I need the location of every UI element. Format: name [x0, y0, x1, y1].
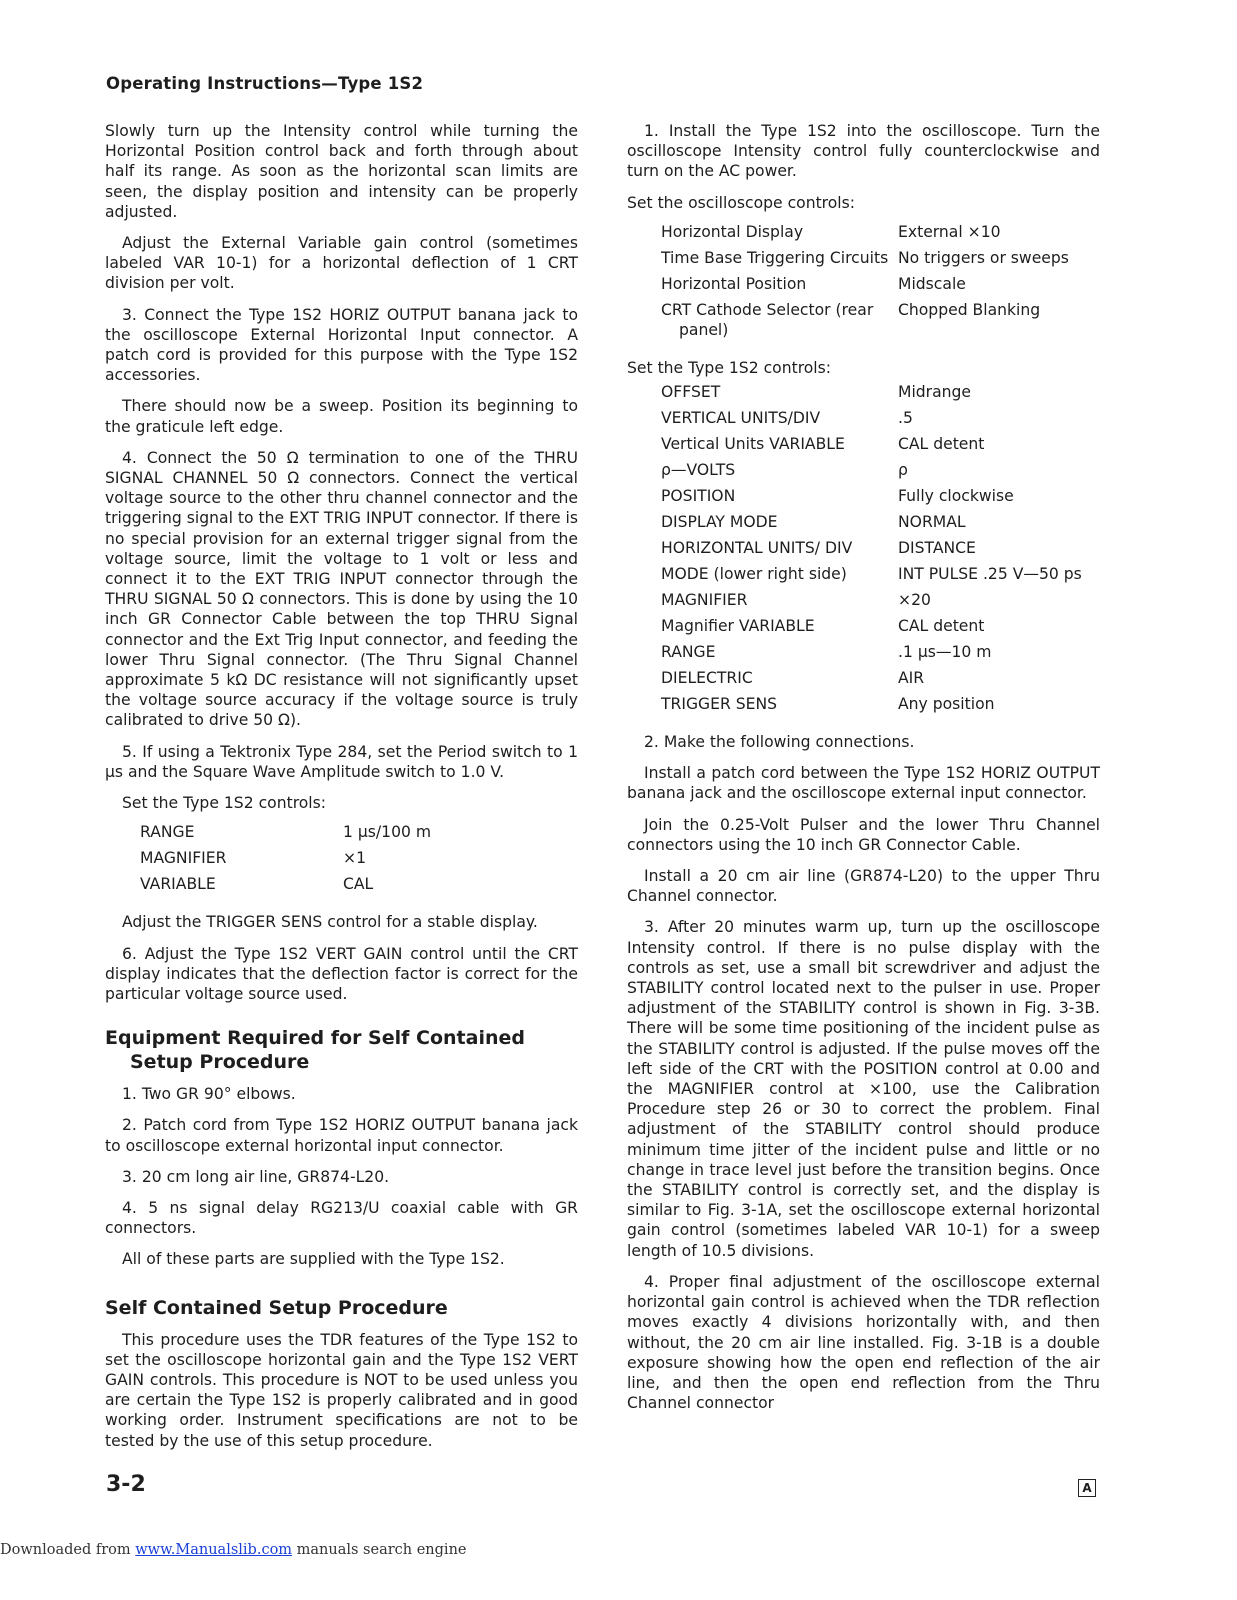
- paragraph: 3. After 20 minutes warm up, turn up the oscilloscope Intensity control. If there is no pulse display with the controls as set, use a small bit screwdriver and adjust the STABILITY control located next to the pulser in use. Proper adjustment of the STABILITY control is shown in Fig. 3-3B. There will be some time positioning of the incident pulse as the STABILITY control is adjusted. If the pulse moves off the left side of the CRT with the POSITION control at 0.00 and the MAGNIFIER control at ×100, use the Calibration Procedure step 26 or 30 to correct the problem. Final adjustment of the STABILITY control should produce minimum time jitter of the incident pulse and little or no change in trace level just before the transition begins. Once the STABILITY control is correctly set, and the display is similar to Fig. 3-1A, set the oscilloscope external horizontal gain control (sometimes labeled VAR 10-1) for a sweep length of 10.5 divisions.: [627, 918, 1100, 1260]
- page-number: 3-2: [106, 1472, 146, 1497]
- control-name: MAGNIFIER: [661, 591, 748, 610]
- control-value: ×20: [898, 591, 931, 610]
- control-name: POSITION: [661, 487, 736, 506]
- controls-label: Set the Type 1S2 controls:: [122, 794, 327, 813]
- section-heading: Self Contained Setup Procedure: [105, 1296, 448, 1319]
- table-row: [627, 590, 1082, 616]
- paragraph: 4. Connect the 50 Ω termination to one of the THRU SIGNAL CHANNEL 50 Ω connectors. Connect the vertical voltage source to the other thru channel connector and the triggering signal to the EXT TRIG INPUT connector. If there is no special provision for an external trigger signal from the voltage source, limit the voltage to 1 volt or less and connect it to the EXT TRIG INPUT connector through the THRU SIGNAL 50 Ω connectors. This is done by using the 10 inch GR Connector Cable between the top THRU Signal connector and the Ext Trig Input connector, and feeding the lower Thru Signal connector. (The Thru Signal Channel approximate 5 kΩ DC resistance will not significantly upset the voltage source accuracy if the voltage source is truly calibrated to drive 50 Ω).: [105, 448, 578, 730]
- paragraph: All of these parts are supplied with the Type 1S2.: [122, 1250, 505, 1269]
- list-item: 3. 20 cm long air line, GR874-L20.: [122, 1167, 390, 1186]
- control-value: Chopped Blanking: [898, 300, 1041, 319]
- control-value: INT PULSE .25 V—50 ps: [898, 565, 1082, 584]
- control-name: MAGNIFIER: [140, 849, 227, 868]
- manualslib-link[interactable]: www.Manualslib.com: [135, 1542, 293, 1558]
- control-value: DISTANCE: [898, 539, 976, 558]
- control-value: External ×10: [898, 222, 1001, 241]
- control-name: CRT Cathode Selector (rear panel): [661, 300, 874, 339]
- control-value: NORMAL: [898, 513, 966, 532]
- paragraph: 5. If using a Tektronix Type 284, set the Period switch to 1 μs and the Square Wave Amplitude switch to 1.0 V.: [105, 742, 578, 781]
- scope-controls-table: [627, 222, 1069, 346]
- paragraph: Adjust the TRIGGER SENS control for a stable display.: [122, 913, 538, 932]
- paragraph: Slowly turn up the Intensity control while turning the Horizontal Position control back and forth through about half its range. As soon as the horizontal scan limits are seen, the display position and intensity can be properly adjusted.: [105, 122, 578, 221]
- paragraph: Install a 20 cm air line (GR874-L20) to the upper Thru Channel connector.: [627, 867, 1100, 906]
- list-item: 2. Patch cord from Type 1S2 HORIZ OUTPUT banana jack to oscilloscope external horizontal input connector.: [105, 1116, 578, 1155]
- control-value: CAL detent: [898, 435, 985, 454]
- control-name: Vertical Units VARIABLE: [661, 435, 845, 454]
- section-heading: Equipment Required for Self Contained Setup Procedure: [105, 1027, 525, 1074]
- control-value: Midscale: [898, 274, 966, 293]
- paragraph: 3. Connect the Type 1S2 HORIZ OUTPUT banana jack to the oscilloscope External Horizontal Input connector. A patch cord is provided for this purpose with the Type 1S2 accessories.: [105, 305, 578, 385]
- table-row: [627, 300, 1069, 346]
- control-name: VARIABLE: [140, 875, 216, 894]
- table-row: [627, 642, 1082, 668]
- control-name: Time Base Triggering Circuits: [661, 248, 889, 267]
- table-row: [627, 382, 1082, 408]
- paragraph: 4. Proper final adjustment of the oscilloscope external horizontal gain control is achieved when the TDR reflection moves exactly 4 divisions horizontally with, and then without, the 20 cm air line installed. Fig. 3-1B is a double exposure showing how the open end reflection of the air line, and then the open end reflection from the Thru Channel connector: [627, 1272, 1100, 1413]
- left-column: [105, 121, 578, 1462]
- control-value: CAL detent: [898, 617, 985, 636]
- controls-label: Set the Type 1S2 controls:: [627, 358, 832, 377]
- paragraph: There should now be a sweep. Position its beginning to the graticule left edge.: [105, 397, 578, 436]
- control-value: ρ: [898, 461, 908, 480]
- control-value: ×1: [343, 849, 366, 868]
- paragraph: This procedure uses the TDR features of the Type 1S2 to set the oscilloscope horizontal gain and the Type 1S2 VERT GAIN controls. This procedure is NOT to be used unless you are certain the Type 1S2 is properly calibrated and in good working order. Instrument specifications are not to be tested by the use of this setup procedure.: [105, 1330, 578, 1450]
- control-value: AIR: [898, 669, 925, 688]
- control-name: Horizontal Display: [661, 222, 804, 241]
- control-value: 1 μs/100 m: [343, 823, 432, 842]
- download-note: [0, 1542, 467, 1558]
- control-value: Any position: [898, 695, 995, 714]
- list-item: 4. 5 ns signal delay RG213/U coaxial cable with GR connectors.: [105, 1198, 578, 1238]
- controls-table: [105, 822, 431, 900]
- table-row: [627, 486, 1082, 512]
- table-row: [627, 434, 1082, 460]
- control-value: No triggers or sweeps: [898, 248, 1069, 267]
- right-column: [627, 121, 1100, 1424]
- controls-label: Set the oscilloscope controls:: [627, 193, 856, 212]
- control-name: RANGE: [140, 823, 195, 842]
- control-value: CAL: [343, 875, 374, 894]
- paragraph: Adjust the External Variable gain control (sometimes labeled VAR 10-1) for a horizontal deflection of 1 CRT division per volt.: [105, 234, 578, 293]
- download-suffix: manuals search engine: [292, 1542, 467, 1558]
- control-name: Magnifier VARIABLE: [661, 617, 815, 636]
- table-row: [627, 512, 1082, 538]
- table-row: [627, 460, 1082, 486]
- control-name: TRIGGER SENS: [661, 695, 778, 714]
- table-row: [627, 222, 1069, 248]
- control-value: Fully clockwise: [898, 487, 1014, 506]
- paragraph: 1. Install the Type 1S2 into the oscilloscope. Turn the oscilloscope Intensity control fully counterclockwise and turn on the AC power.: [627, 122, 1100, 181]
- table-row: [627, 668, 1082, 694]
- control-value: .5: [898, 409, 913, 428]
- table-row: [627, 564, 1082, 590]
- running-head: Operating Instructions—Type 1S2: [106, 74, 424, 93]
- table-row: [627, 538, 1082, 564]
- paragraph: Join the 0.25-Volt Pulser and the lower Thru Channel connectors using the 10 inch GR Connector Cable.: [627, 815, 1100, 854]
- control-name: MODE (lower right side): [661, 565, 847, 584]
- paragraph: 2. Make the following connections.: [644, 733, 915, 752]
- control-name: RANGE: [661, 643, 716, 662]
- revision-mark: A: [1078, 1479, 1096, 1497]
- type-controls-table: [627, 382, 1082, 720]
- paragraph: Install a patch cord between the Type 1S2 HORIZ OUTPUT banana jack and the oscilloscope external input connector.: [627, 764, 1100, 803]
- paragraph: 6. Adjust the Type 1S2 VERT GAIN control until the CRT display indicates that the deflection factor is correct for the particular voltage source used.: [105, 944, 578, 1003]
- table-row: [627, 694, 1082, 720]
- table-row: [105, 848, 431, 874]
- table-row: [627, 408, 1082, 434]
- control-name: VERTICAL UNITS/DIV: [661, 409, 821, 428]
- download-prefix: Downloaded from: [0, 1542, 136, 1558]
- control-name: OFFSET: [661, 383, 721, 402]
- table-row: [105, 822, 431, 848]
- control-name: Horizontal Position: [661, 274, 807, 293]
- table-row: [627, 274, 1069, 300]
- table-row: [105, 874, 431, 900]
- control-value: .1 μs—10 m: [898, 643, 992, 662]
- control-name: ρ—VOLTS: [661, 461, 736, 480]
- control-value: Midrange: [898, 383, 972, 402]
- control-name: DISPLAY MODE: [661, 513, 778, 532]
- control-name: DIELECTRIC: [661, 669, 753, 688]
- table-row: [627, 616, 1082, 642]
- control-name: HORIZONTAL UNITS/ DIV: [661, 539, 853, 558]
- list-item: 1. Two GR 90° elbows.: [122, 1085, 296, 1104]
- table-row: [627, 248, 1069, 274]
